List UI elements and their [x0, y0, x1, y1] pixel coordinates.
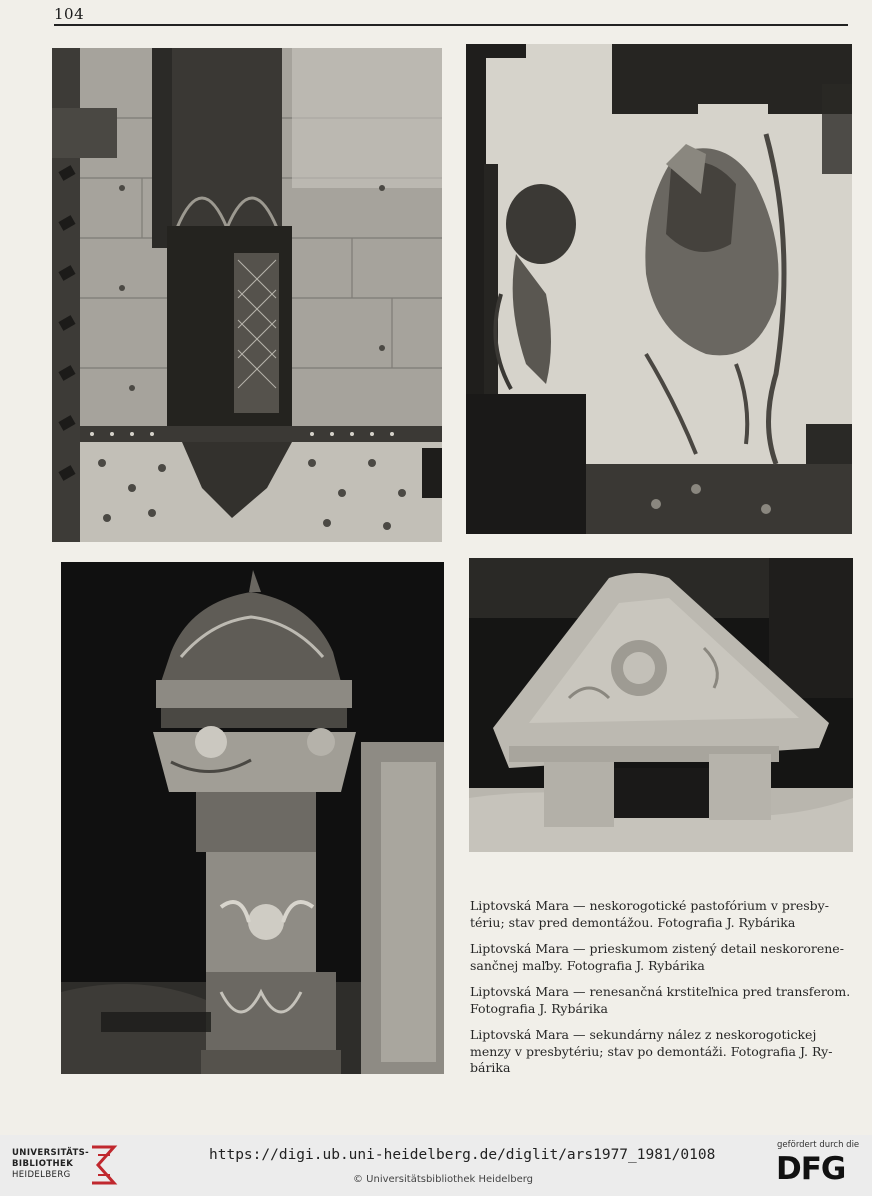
caption-line: menzy v presbytériu; stav po demontáži. Fotografia J. Ry-	[470, 1043, 833, 1059]
photo-pastoforium	[52, 48, 442, 542]
caption-line: Liptovská Mara — renesančná krstiteľnica pred transferom.	[470, 984, 851, 999]
library-name-line: UNIVERSITÄTS-	[12, 1148, 90, 1158]
library-logo[interactable]	[12, 1148, 89, 1181]
dfg-logo[interactable]: DFG	[776, 1151, 846, 1187]
caption-mensa	[470, 1027, 862, 1077]
captions-block	[470, 898, 862, 1087]
copyright-text: © Universitätsbibliothek Heidelberg	[353, 1174, 534, 1185]
caption-line: Liptovská Mara — prieskumom zistený detail neskororene-	[470, 941, 844, 956]
library-name-line: BIBLIOTHEK	[12, 1159, 74, 1169]
caption-line: Liptovská Mara — sekundárny nález z neskorogotickej	[470, 1027, 817, 1042]
funded-by-text: gefördert durch die	[777, 1140, 860, 1150]
caption-pastoforium	[470, 898, 862, 931]
library-mark-icon	[88, 1143, 120, 1191]
permalink-url[interactable]: https://digi.ub.uni-heidelberg.de/diglit/ars1977_1981/0108	[209, 1147, 716, 1163]
caption-line: Fotografia J. Rybárika	[470, 1000, 608, 1016]
caption-painting-detail	[470, 941, 862, 974]
caption-line: tériu; stav pred demontážou. Fotografia J. Rybárika	[470, 914, 796, 930]
photo-baptismal-font	[61, 562, 444, 1074]
page-number: 104	[54, 5, 85, 23]
photo-mensa-fragment	[469, 558, 853, 852]
viewer-footer	[0, 1135, 872, 1196]
caption-baptismal-font	[470, 984, 862, 1017]
caption-line: Liptovská Mara — neskorogotické pastofórium v presby-	[470, 898, 829, 913]
caption-line: sančnej maľby. Fotografia J. Rybárika	[470, 957, 705, 973]
caption-line: bárika	[470, 1060, 511, 1075]
library-name-line: HEIDELBERG	[12, 1170, 71, 1180]
header-rule	[54, 24, 848, 26]
photo-painting-detail	[466, 44, 852, 534]
